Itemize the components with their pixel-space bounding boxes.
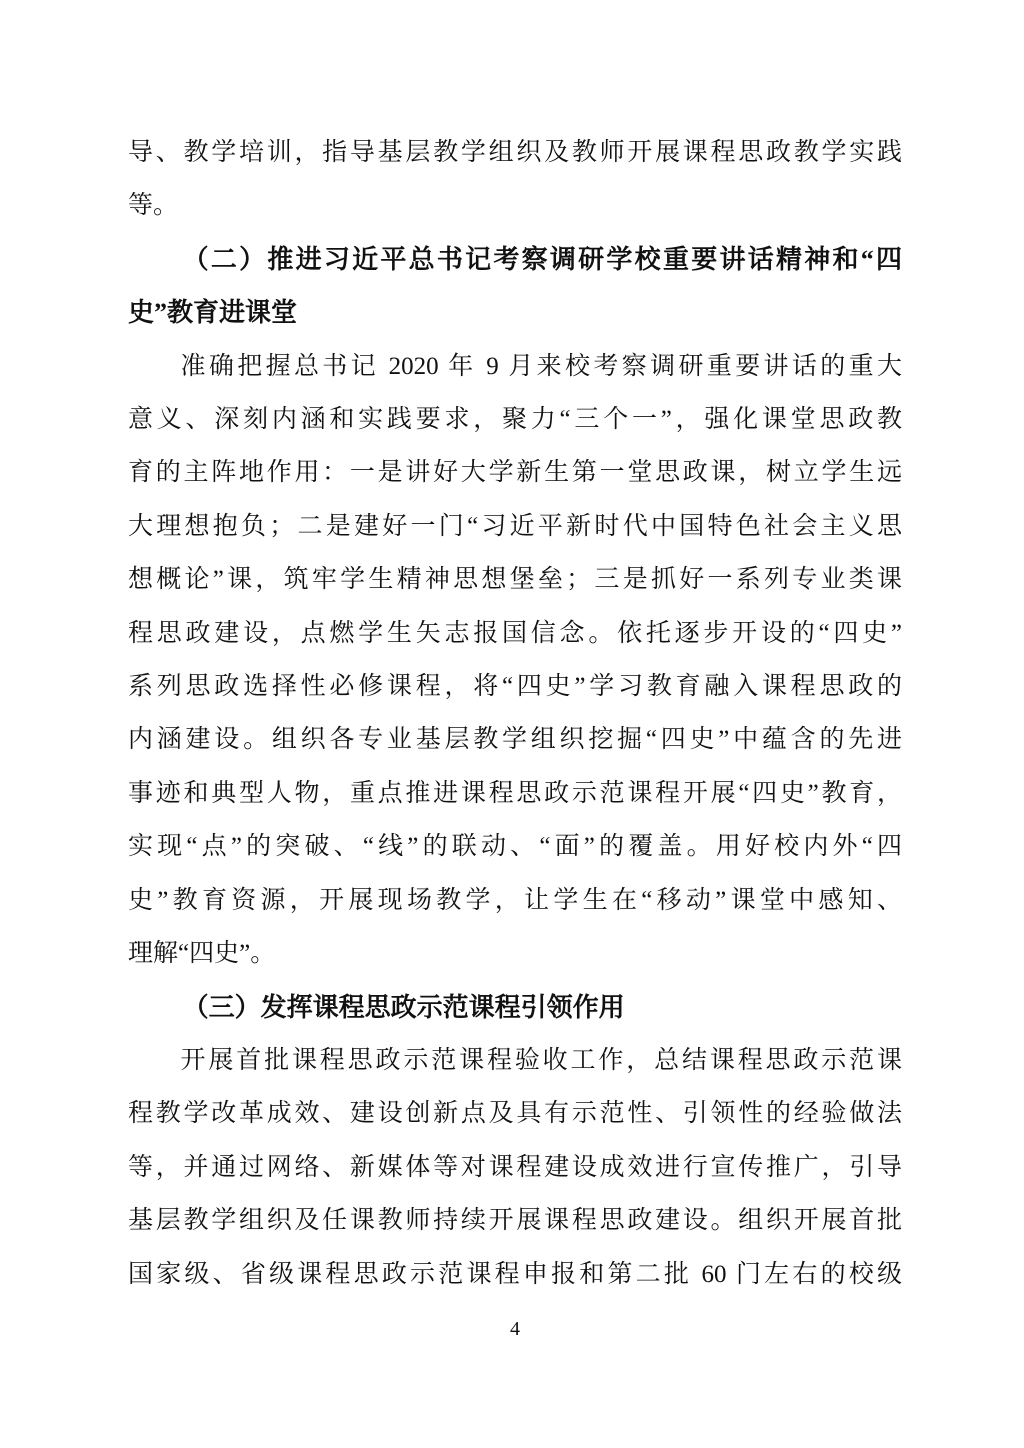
body-line: 程教学改革成效、建设创新点及具有示范性、引领性的经验做法 xyxy=(128,1100,902,1128)
body-line: 基层教学组织及任课教师持续开展课程思政建设。组织开展首批 xyxy=(128,1207,902,1235)
body-line: 等，并通过网络、新媒体等对课程建设成效进行宣传推广，引导 xyxy=(128,1153,902,1181)
section-heading-3: （三）发挥课程思政示范课程引领作用 xyxy=(182,992,625,1022)
body-line: 意义、深刻内涵和实践要求，聚力“三个一”，强化课堂思政教 xyxy=(128,406,902,434)
body-line: 程思政建设，点燃学生矢志报国信念。依托逐步开设的“四史” xyxy=(128,619,902,647)
body-line: 理解“四史”。 xyxy=(128,940,276,968)
body-line: 开展首批课程思政示范课程验收工作，总结课程思政示范课 xyxy=(180,1046,902,1074)
body-line: 准确把握总书记 2020 年 9 月来校考察调研重要讲话的重大 xyxy=(180,352,902,380)
body-line: 系列思政选择性必修课程，将“四史”学习教育融入课程思政的 xyxy=(128,673,902,701)
body-line: 事迹和典型人物，重点推进课程思政示范课程开展“四史”教育， xyxy=(128,779,902,807)
body-line: 大理想抱负；二是建好一门“习近平新时代中国特色社会主义思 xyxy=(128,512,902,540)
body-line: 内涵建设。组织各专业基层教学组织挖掘“四史”中蕴含的先进 xyxy=(128,726,902,754)
body-line: 国家级、省级课程思政示范课程申报和第二批 60 门左右的校级 xyxy=(128,1260,902,1288)
page-body xyxy=(128,126,902,1301)
body-line: 实现“点”的突破、“线”的联动、“面”的覆盖。用好校内外“四 xyxy=(128,833,902,861)
body-line: 育的主阵地作用：一是讲好大学新生第一堂思政课，树立学生远 xyxy=(128,459,902,487)
section-heading-2-line-2: 史”教育进课堂 xyxy=(128,298,298,328)
body-line: 史”教育资源，开展现场教学，让学生在“移动”课堂中感知、 xyxy=(128,886,902,914)
body-line: 想概论”课，筑牢学生精神思想堡垒；三是抓好一系列专业类课 xyxy=(128,566,902,594)
section-heading-2-line-1: （二）推进习近平总书记考察调研学校重要讲话精神和“四 xyxy=(182,244,902,274)
page-number: 4 xyxy=(510,1318,520,1340)
body-line: 导、教学培训，指导基层教学组织及教师开展课程思政教学实践 xyxy=(128,139,902,166)
body-line: 等。 xyxy=(128,192,179,220)
